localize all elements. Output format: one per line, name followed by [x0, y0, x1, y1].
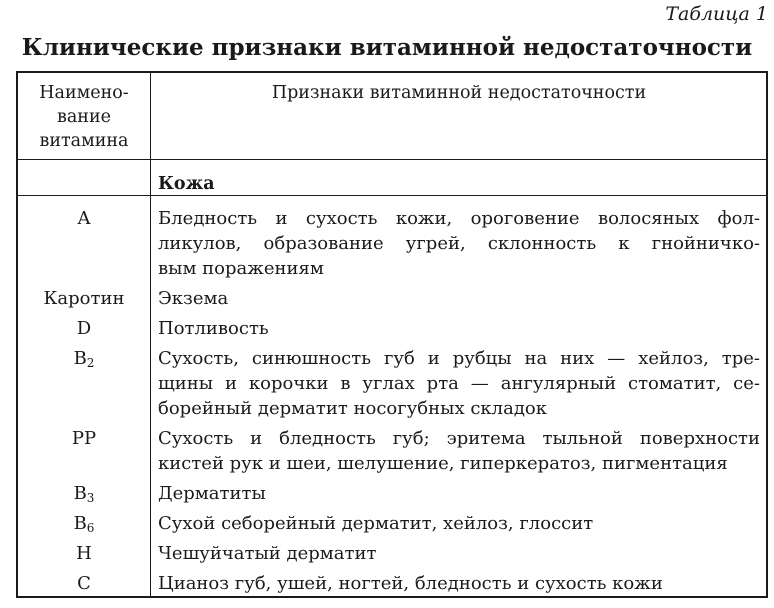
vitamin-letter: B: [73, 483, 87, 504]
table-row: [18, 346, 766, 421]
header-line: вание: [57, 107, 111, 127]
vitamin-name: [18, 316, 150, 341]
sign-line: ликулов, образование угрей, склонность к гнойничко-: [158, 233, 760, 254]
section-heading-skin: Кожа: [158, 174, 215, 194]
vitamin-letter: Каротин: [43, 288, 125, 309]
sign-line: щины и корочки в углах рта — ангулярный стоматит, се-: [158, 373, 760, 394]
vitamin-letter: A: [77, 208, 91, 229]
vitamin-subscript: 3: [86, 491, 95, 505]
deficiency-signs: [150, 481, 766, 506]
table-row: [18, 286, 766, 311]
sign-line: кистей рук и шеи, шелушение, гиперкератоз, пигментация: [158, 453, 728, 474]
deficiency-signs: [150, 541, 766, 566]
section-divider: [18, 195, 766, 196]
vitamin-name: [18, 346, 150, 421]
vitamin-name: [18, 286, 150, 311]
sign-line: вым поражениям: [158, 258, 324, 279]
sign-line: Экзема: [158, 288, 229, 309]
table-row: [18, 511, 766, 536]
vitamin-letter: PP: [71, 428, 97, 449]
deficiency-signs: [150, 316, 766, 341]
vitamin-letter: H: [76, 543, 92, 564]
deficiency-signs: [150, 511, 766, 536]
sign-line: Сухость и бледность губ; эритема тыльной поверхности: [158, 428, 760, 449]
vitamin-subscript: 6: [86, 521, 95, 535]
deficiency-signs: [150, 346, 766, 421]
vitamin-letter: B: [73, 513, 87, 534]
vitamin-name: [18, 481, 150, 506]
vitamin-table: [16, 71, 768, 598]
table-row: [18, 541, 766, 566]
vitamin-letter: D: [76, 318, 92, 339]
table-row: [18, 481, 766, 506]
vitamin-letter: C: [77, 573, 91, 594]
table-body: [18, 206, 766, 601]
sign-line: Бледность и сухость кожи, ороговение волосяных фол-: [158, 208, 760, 229]
vitamin-name: [18, 541, 150, 566]
table-title: Клинические признаки витаминной недостаточности: [21, 34, 753, 61]
sign-line: Чешуйчатый дерматит: [158, 543, 377, 564]
header-signs: Признаки витаминной недостаточности: [271, 83, 647, 103]
header-line: витамина: [39, 131, 129, 151]
sign-line: Сухость, синюшность губ и рубцы на них — хейлоз, тре-: [158, 348, 760, 369]
deficiency-signs: [150, 286, 766, 311]
table-row: [18, 426, 766, 476]
sign-line: Цианоз губ, ушей, ногтей, бледность и сухость кожи: [158, 573, 663, 594]
deficiency-signs: [150, 571, 766, 596]
deficiency-signs: [150, 206, 766, 281]
header-line: Наимено-: [39, 83, 129, 103]
vitamin-subscript: 2: [86, 356, 95, 370]
header-divider: [18, 159, 766, 160]
header-vitamin-name: [18, 81, 150, 153]
deficiency-signs: [150, 426, 766, 476]
sign-line: Потливость: [158, 318, 269, 339]
vitamin-name: [18, 511, 150, 536]
sign-line: Сухой себорейный дерматит, хейлоз, глоссит: [158, 513, 594, 534]
sign-line: Дерматиты: [158, 483, 266, 504]
sign-line: борейный дерматит носогубных складок: [158, 398, 547, 419]
vitamin-name: [18, 206, 150, 281]
vitamin-letter: B: [73, 348, 87, 369]
table-number-label: Таблица 1: [665, 3, 768, 25]
vitamin-name: [18, 571, 150, 596]
table-row: [18, 571, 766, 596]
table-row: [18, 206, 766, 281]
table-row: [18, 316, 766, 341]
vitamin-name: [18, 426, 150, 476]
